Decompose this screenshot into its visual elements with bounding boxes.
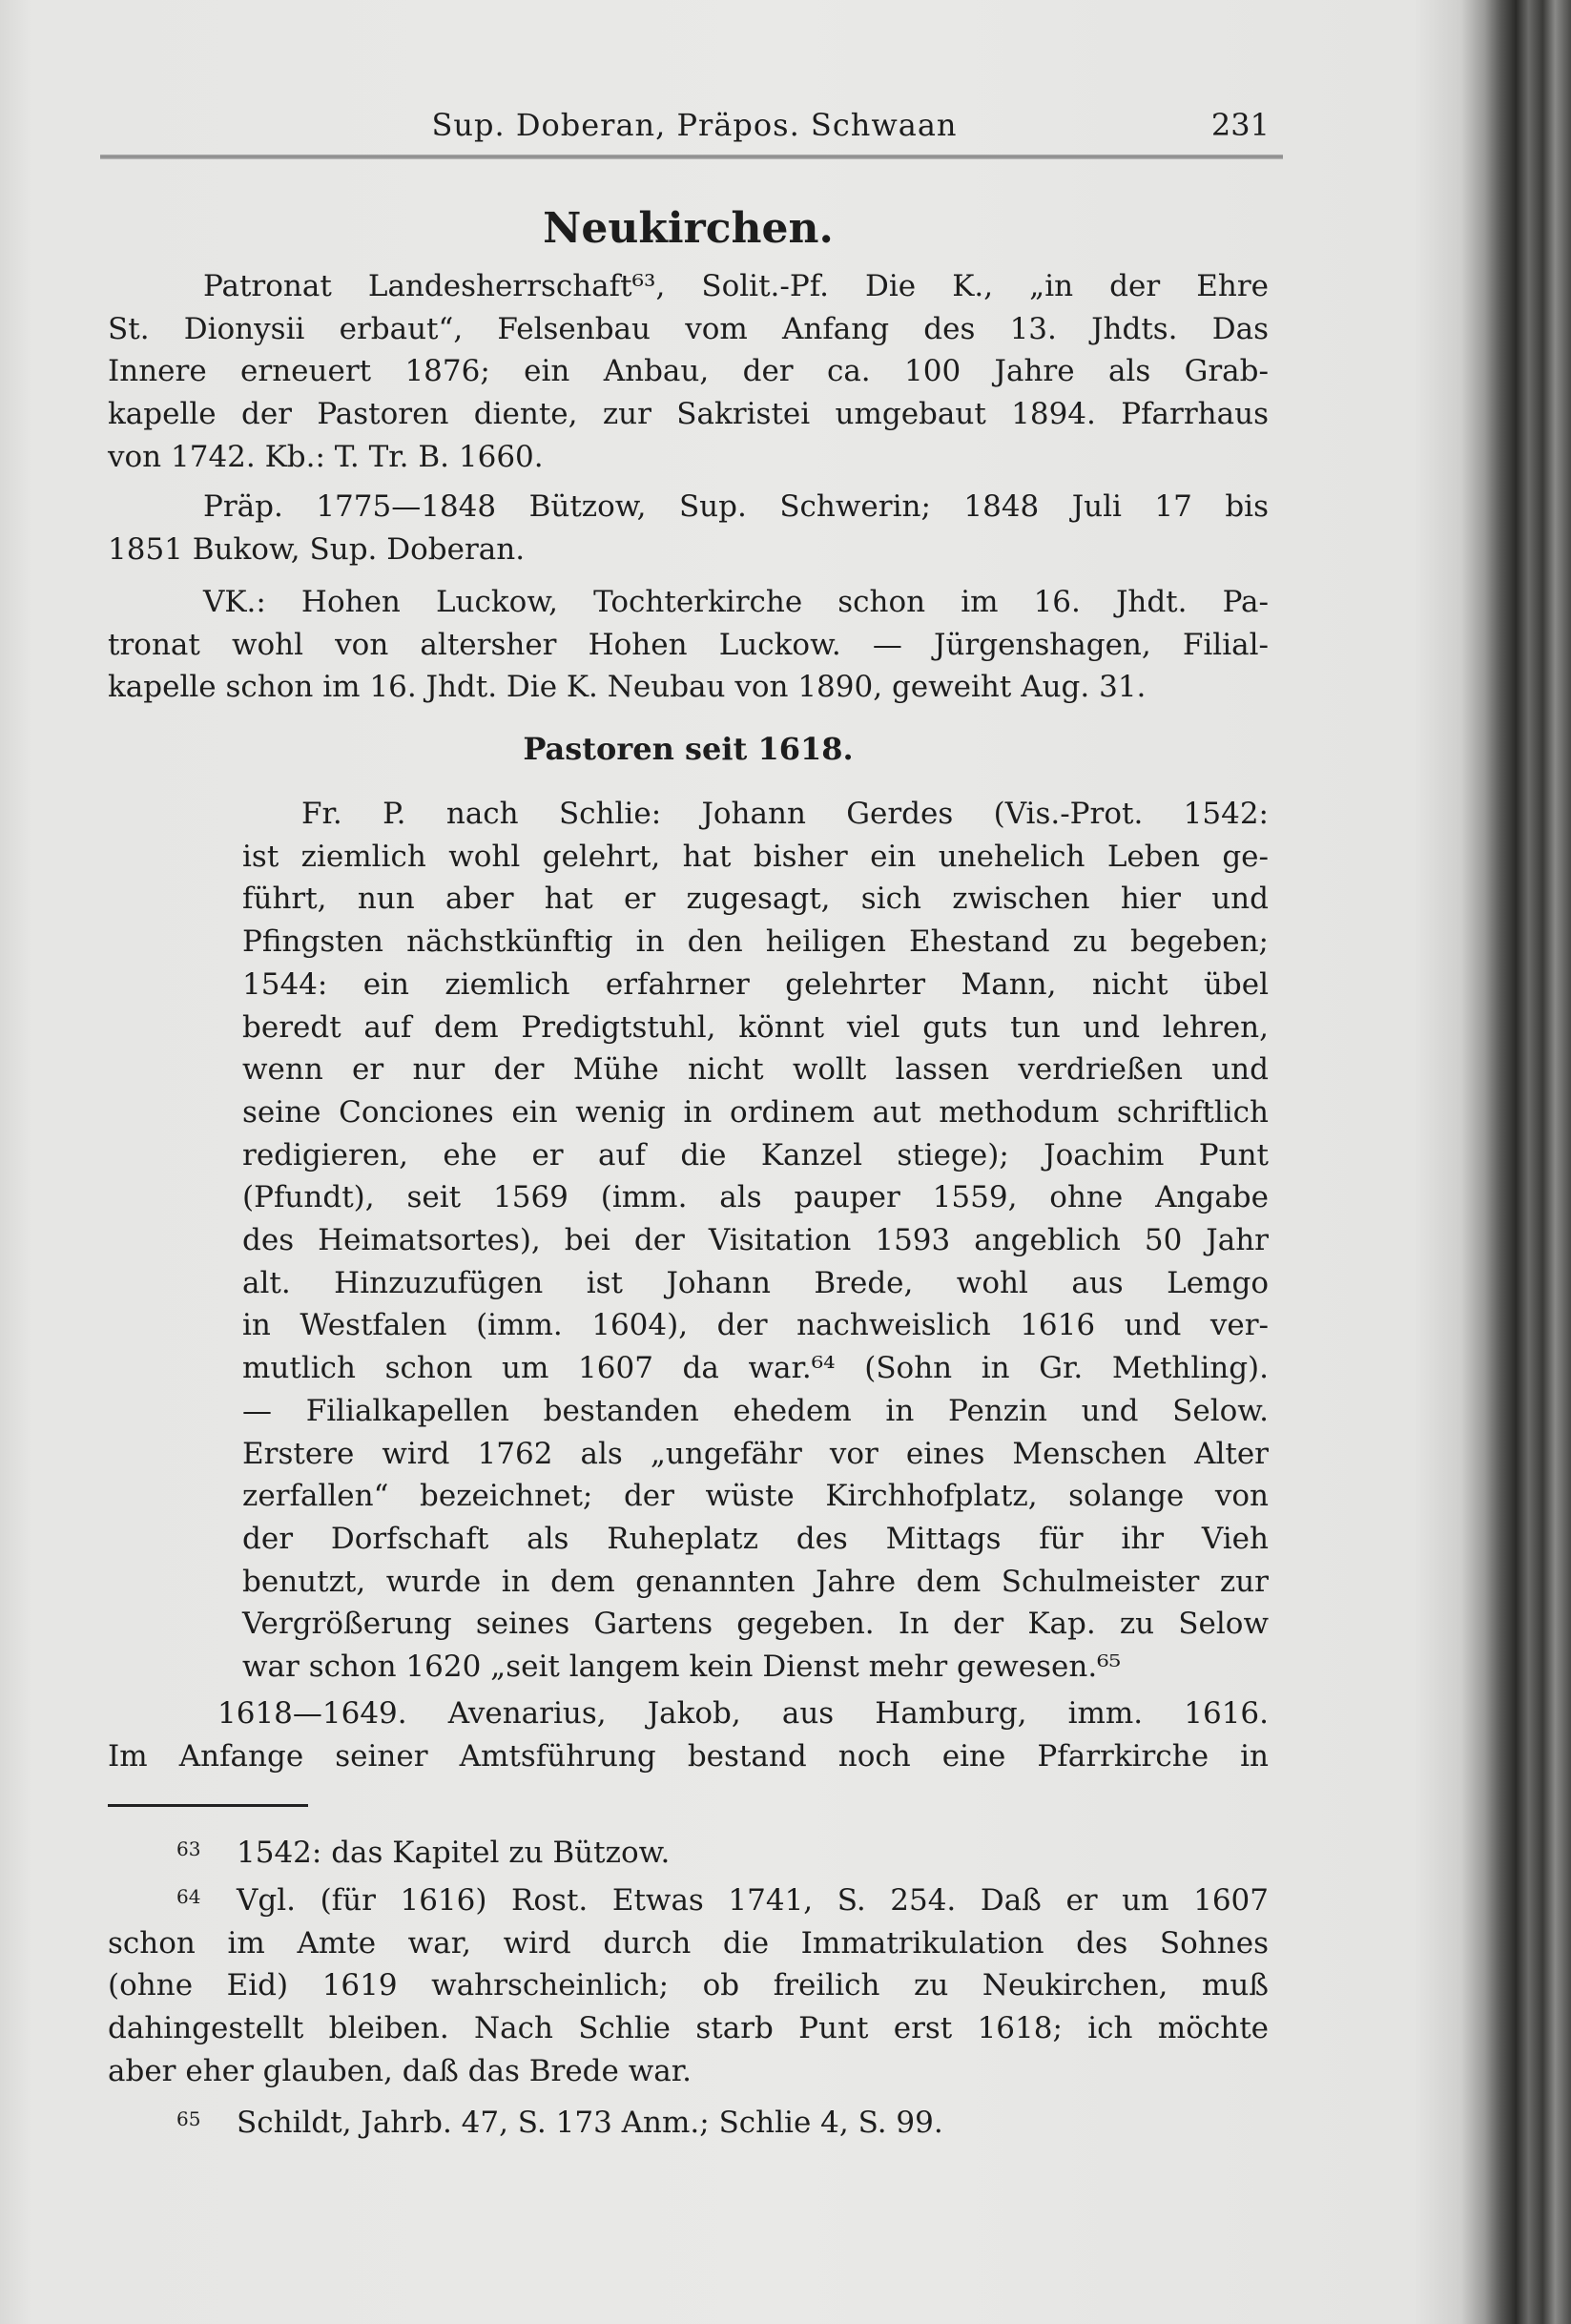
- text-line: alt. Hinzuzufügen ist Johann Brede, wohl aus Lemgo: [242, 1265, 1269, 1300]
- text-line: 1544: ein ziemlich erfahrner gelehrter Mann, nicht übel: [242, 966, 1269, 1002]
- footnote-number: 64: [176, 1885, 201, 1908]
- text-line: — Filialkapellen bestanden ehedem in Penzin und Selow.: [242, 1393, 1269, 1428]
- text-line: kapelle der Pastoren diente, zur Sakristei umgebaut 1894. Pfarrhaus: [108, 397, 1269, 432]
- footnote-text: [108, 1879, 1269, 2093]
- text-line: Pfingsten nächstkünftig in den heiligen Ehestand zu begeben;: [242, 924, 1269, 960]
- text-line: kapelle schon im 16. Jhdt. Die K. Neubau von 1890, geweiht Aug. 31.: [108, 670, 1147, 705]
- text-line: aber eher glauben, daß das Brede war.: [108, 2053, 692, 2088]
- text-line: St. Dionysii erbaut“, Felsenbau vom Anfang des 13. Jhdts. Das: [108, 311, 1269, 346]
- footnote-rule: [108, 1804, 308, 1807]
- footnote-text: [108, 2102, 1269, 2145]
- footnote-number: 65: [176, 2107, 201, 2130]
- section-heading: Pastoren seit 1618.: [523, 731, 854, 767]
- paragraph-praepositur: [108, 486, 1269, 571]
- text-line: schon im Amte war, wird durch die Immatrikulation des Sohnes: [108, 1925, 1269, 1961]
- text-line: Fr. P. nach Schlie: Johann Gerdes (Vis.-Prot. 1542:: [301, 797, 1269, 831]
- text-line: zerfallen“ bezeichnet; der wüste Kirchhofplatz, solange von: [242, 1479, 1269, 1514]
- text-line: 1542: das Kapitel zu Bützow.: [237, 1836, 671, 1870]
- text-line: war schon 1620 „seit langem kein Dienst mehr gewesen.⁶⁵: [242, 1650, 1122, 1685]
- footnote-64: [108, 1879, 1269, 2093]
- text-line: Schildt, Jahrb. 47, S. 173 Anm.; Schlie 4, S. 99.: [237, 2106, 943, 2140]
- text-line: Patronat Landesherrschaft⁶³, Solit.-Pf. Die K., „in der Ehre: [203, 269, 1269, 303]
- pastor-entry: [108, 1692, 1269, 1777]
- running-title: Sup. Doberan, Präpos. Schwaan: [431, 107, 958, 143]
- text-line: führt, nun aber hat er zugesagt, sich zwischen hier und: [242, 882, 1269, 917]
- quote-block: [242, 793, 1269, 1689]
- text-line: mutlich schon um 1607 da war.⁶⁴ (Sohn in Gr. Methling).: [242, 1351, 1269, 1386]
- text-line: des Heimatsortes), bei der Visitation 1593 angeblich 50 Jahr: [242, 1223, 1269, 1258]
- text-line: von 1742. Kb.: T. Tr. B. 1660.: [108, 439, 544, 474]
- text-line: in Westfalen (imm. 1604), der nachweislich 1616 und ver-: [242, 1308, 1269, 1343]
- header-rule: [100, 155, 1283, 159]
- text-line: tronat wohl von altersher Hohen Luckow. — Jürgenshagen, Filial-: [108, 627, 1269, 662]
- text-line: wenn er nur der Mühe nicht wollt lassen verdrießen und: [242, 1052, 1269, 1088]
- text-line: der Dorfschaft als Ruheplatz des Mittags für ihr Vieh: [242, 1521, 1269, 1556]
- running-header: [108, 107, 1281, 149]
- text-line: Vgl. (für 1616) Rost. Etwas 1741, S. 254. Daß er um 1607: [237, 1883, 1269, 1918]
- page-title: Neukirchen.: [543, 204, 834, 253]
- footnote-65: [108, 2102, 1269, 2145]
- text-line: Vergrößerung seines Gartens gegeben. In der Kap. zu Selow: [242, 1607, 1269, 1642]
- paragraph-patronat: [108, 265, 1269, 479]
- paragraph-vk: [108, 581, 1269, 709]
- text-line: (Pfundt), seit 1569 (imm. als pauper 1559, ohne Angabe: [242, 1180, 1269, 1215]
- text-line: Erstere wird 1762 als „ungefähr vor eines Menschen Alter: [242, 1436, 1269, 1471]
- text-line: beredt auf dem Predigtstuhl, könnt viel guts tun und lehren,: [242, 1009, 1269, 1045]
- text-line: Präp. 1775—1848 Bützow, Sup. Schwerin; 1848 Juli 17 bis: [203, 489, 1269, 524]
- text-line: seine Conciones ein wenig in ordinem aut methodum schriftlich: [242, 1094, 1269, 1130]
- text-line: (ohne Eid) 1619 wahrscheinlich; ob freilich zu Neukirchen, muß: [108, 1968, 1269, 2003]
- text-line: dahingestellt bleiben. Nach Schlie starb Punt erst 1618; ich möchte: [108, 2011, 1269, 2046]
- text-line: benutzt, wurde in dem genannten Jahre dem Schulmeister zur: [242, 1564, 1269, 1599]
- footnote-text: [108, 1832, 1269, 1875]
- footnote-63: [108, 1832, 1269, 1875]
- page-number: 231: [1210, 107, 1270, 143]
- text-line: Innere erneuert 1876; ein Anbau, der ca. 100 Jahre als Grab-: [108, 354, 1269, 389]
- text-line: Im Anfange seiner Amtsführung bestand noch eine Pfarrkirche in: [108, 1738, 1269, 1774]
- text-line: ist ziemlich wohl gelehrt, hat bisher ein unehelich Leben ge-: [242, 839, 1269, 874]
- text-line: 1851 Bukow, Sup. Doberan.: [108, 531, 526, 567]
- text-line: 1618—1649. Avenarius, Jakob, aus Hamburg, imm. 1616.: [217, 1696, 1269, 1731]
- footnote-number: 63: [176, 1837, 201, 1860]
- text-line: VK.: Hohen Luckow, Tochterkirche schon im 16. Jhdt. Pa-: [203, 585, 1269, 619]
- text-line: redigieren, ehe er auf die Kanzel stiege); Joachim Punt: [242, 1137, 1269, 1172]
